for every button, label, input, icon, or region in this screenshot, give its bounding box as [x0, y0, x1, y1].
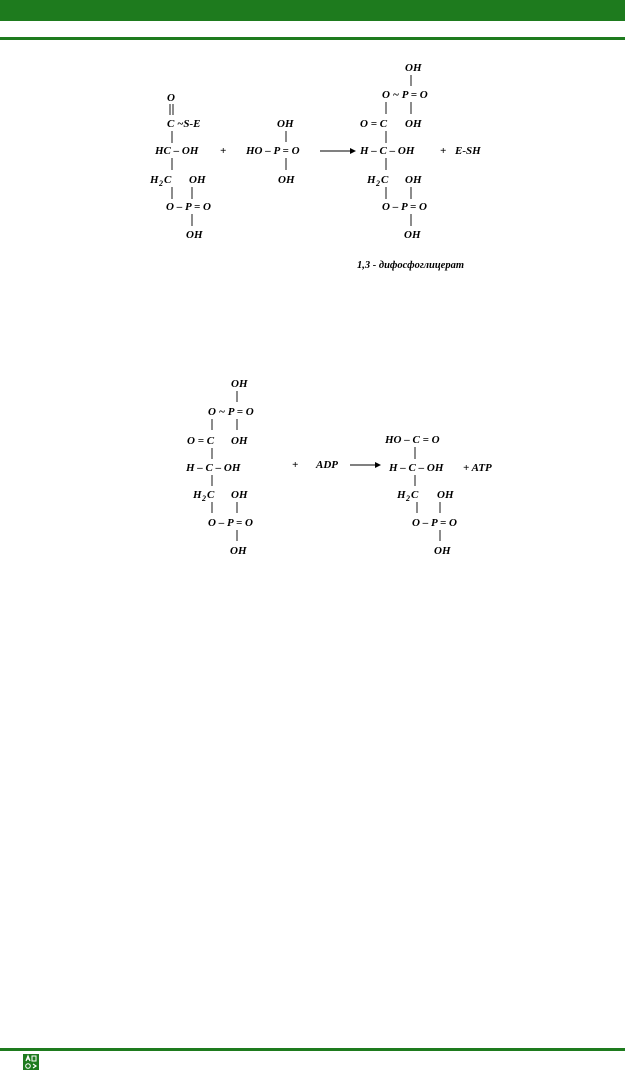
product-bisphosphoglycerate	[359, 62, 428, 241]
atom-label: OH	[437, 489, 454, 501]
atom-label: 2	[376, 179, 380, 188]
atom-label: 2	[159, 179, 163, 188]
atom-label: OH	[186, 229, 203, 241]
atom-label: H – C – OH	[360, 145, 415, 157]
atom-label: O ~ P = O	[382, 89, 428, 101]
atom-label: OH	[404, 229, 421, 241]
atom-label: C	[381, 174, 389, 186]
atom-label: O = C	[187, 435, 215, 447]
atom-label: O – P = O	[166, 201, 211, 213]
atom-label: C	[411, 489, 419, 501]
plus-sign: +	[440, 145, 447, 157]
footer-rule	[0, 1048, 625, 1051]
atom-label: O – P = O	[412, 517, 457, 529]
reaction-arrow-2	[350, 462, 381, 468]
adp-label: ADP	[316, 459, 338, 471]
atom-label: OH	[278, 174, 295, 186]
atom-label: C	[207, 489, 215, 501]
plus-sign: +	[292, 459, 299, 471]
plus-sign: +	[220, 145, 227, 157]
atom-label: C	[164, 174, 172, 186]
atom-label: OH	[405, 174, 422, 186]
atom-label: OH	[277, 118, 294, 130]
reaction-arrow	[320, 148, 356, 154]
atom-label: OH	[405, 118, 422, 130]
atom-label: O – P = O	[382, 201, 427, 213]
atom-label: HO – P = O	[246, 145, 300, 157]
reactant-bisphosphoglycerate	[185, 378, 254, 557]
atom-label: 2	[406, 494, 410, 503]
product-phosphoglycerate	[384, 434, 457, 557]
product-caption: 1,3 - дифосфоглицерат	[357, 260, 464, 271]
atom-label: HO – C = O	[385, 434, 440, 446]
atp-label: + ATP	[463, 462, 492, 474]
reactant-thioester	[149, 92, 211, 241]
atom-label: H	[193, 489, 202, 501]
atom-label: OH	[230, 545, 247, 557]
atom-label: 2	[202, 494, 206, 503]
atom-label: H	[150, 174, 159, 186]
logo-icon	[23, 1054, 39, 1070]
atom-label: OH	[189, 174, 206, 186]
reaction-1	[149, 62, 481, 271]
atom-label: H – C – OH	[186, 462, 241, 474]
atom-label: OH	[405, 62, 422, 74]
atom-label: O – P = O	[208, 517, 253, 529]
reaction-2	[185, 378, 492, 557]
atom-label: OH	[231, 378, 248, 390]
atom-label: O = C	[360, 118, 388, 130]
atom-label: HC – OH	[155, 145, 199, 157]
atom-label: O ~ P = O	[208, 406, 254, 418]
atom-label: O	[167, 92, 175, 104]
atom-label: OH	[434, 545, 451, 557]
atom-label: H – C – OH	[389, 462, 444, 474]
atom-label: OH	[231, 489, 248, 501]
enzyme-label: E-SH	[455, 145, 481, 157]
atom-label: C ~S-E	[167, 118, 201, 130]
atom-label: H	[397, 489, 406, 501]
reactant-phosphoric-acid	[245, 118, 300, 186]
atom-label: OH	[231, 435, 248, 447]
atom-label: H	[367, 174, 376, 186]
